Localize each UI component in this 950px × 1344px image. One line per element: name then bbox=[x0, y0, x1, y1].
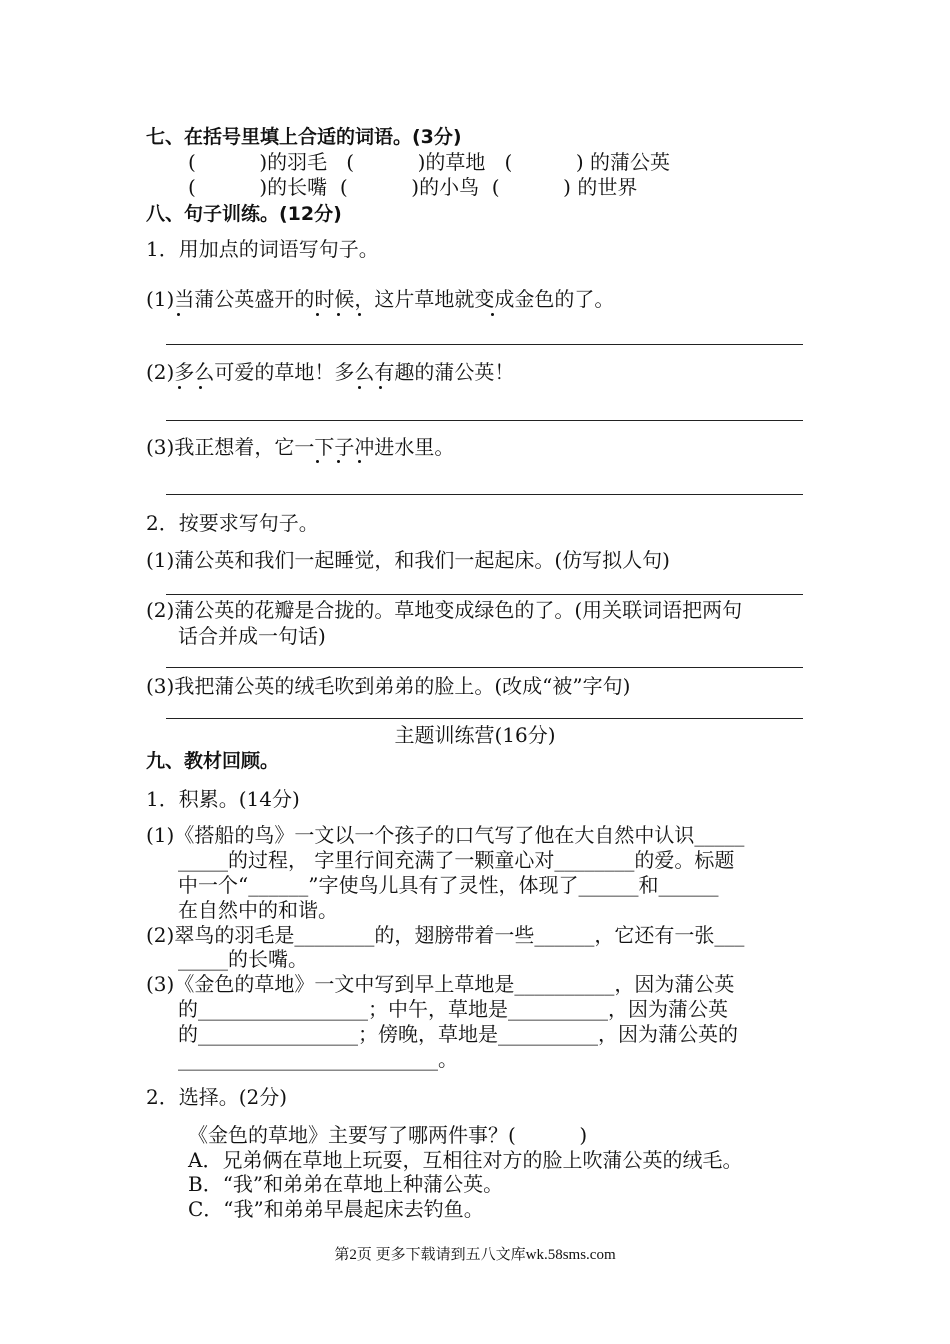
q9-1-3-line-4: __________________________。 bbox=[178, 1047, 458, 1071]
emphasis-dot bbox=[358, 313, 361, 316]
q9-1-3-line-2: 的_________________；中午，草地是__________，因为蒲公英 bbox=[178, 997, 728, 1021]
emphasis-dot bbox=[358, 460, 361, 463]
emphasis-dot bbox=[316, 460, 319, 463]
q9-1-3-line-1: (3)《金色的草地》一文中写到早上草地是__________，因为蒲公英 bbox=[146, 972, 735, 996]
q9-2-option-c[interactable]: C．“我”和弟弟早晨起床去钓鱼。 bbox=[188, 1197, 484, 1221]
answer-line[interactable] bbox=[166, 594, 803, 595]
q9-1-label: 1．积累。(14分) bbox=[146, 787, 300, 811]
section-7-row-1: ( )的羽毛 ( )的草地 ( ) 的蒲公英 bbox=[188, 150, 671, 174]
emphasis-dot bbox=[177, 313, 180, 316]
q9-1-1-line-2: _____的过程， 字里行间充满了一颗童心对________的爱。标题 bbox=[178, 848, 735, 872]
q9-1-1-line-1: (1)《搭船的鸟》一文以一个孩子的口气写了他在大自然中认识_____ bbox=[146, 823, 745, 847]
q9-1-1-line-4: 在自然中的和谐。 bbox=[178, 898, 338, 922]
emphasis-dot bbox=[491, 313, 494, 316]
emphasis-dot bbox=[337, 313, 340, 316]
answer-line[interactable] bbox=[166, 420, 803, 421]
q9-2-label: 2．选择。(2分) bbox=[146, 1085, 288, 1109]
q8-1-sentence-3: (3)我正想着，它一下子冲进水里。 bbox=[146, 435, 455, 459]
q8-1-label: 1．用加点的词语写句子。 bbox=[146, 237, 379, 261]
q9-1-3-line-3: 的________________；傍晚，草地是__________，因为蒲公英的 bbox=[178, 1022, 738, 1046]
answer-line[interactable] bbox=[166, 344, 803, 345]
answer-line[interactable] bbox=[166, 667, 803, 668]
emphasis-dot bbox=[379, 386, 382, 389]
emphasis-dot bbox=[199, 386, 202, 389]
q8-2-item-1: (1)蒲公英和我们一起睡觉，和我们一起起床。(仿写拟人句) bbox=[146, 548, 670, 572]
theme-camp-title: 主题训练营(16分) bbox=[394, 723, 556, 747]
q8-1-sentence-2: (2)多么可爱的草地！多么有趣的蒲公英！ bbox=[146, 360, 515, 384]
page-footer: 第2页 更多下载请到五八文库wk.58sms.com bbox=[334, 1247, 616, 1263]
section-8-title: 八、句子训练。(12分) bbox=[146, 203, 342, 225]
emphasis-dot bbox=[178, 386, 181, 389]
q8-1-sentence-1: (1)当蒲公英盛开的时候，这片草地就变成金色的了。 bbox=[146, 287, 615, 311]
emphasis-dot bbox=[337, 460, 340, 463]
q8-2-label: 2．按要求写句子。 bbox=[146, 511, 319, 535]
answer-line[interactable] bbox=[166, 718, 803, 719]
q8-2-item-3: (3)我把蒲公英的绒毛吹到弟弟的脸上。(改成“被”字句) bbox=[146, 674, 631, 698]
q9-2-option-b[interactable]: B．“我”和弟弟在草地上种蒲公英。 bbox=[188, 1172, 504, 1196]
section-7-row-2: ( )的长嘴 ( )的小鸟 ( ) 的世界 bbox=[188, 175, 638, 199]
q8-2-item-2-line-2: 话合并成一句话) bbox=[178, 624, 326, 648]
q9-2-option-a[interactable]: A．兄弟俩在草地上玩耍，互相往对方的脸上吹蒲公英的绒毛。 bbox=[188, 1148, 743, 1172]
section-7-title: 七、在括号里填上合适的词语。(3分) bbox=[146, 126, 462, 148]
q9-1-1-line-3: 中一个“______”字使鸟儿具有了灵性，体现了______和______ bbox=[178, 873, 719, 897]
answer-line[interactable] bbox=[166, 494, 803, 495]
emphasis-dot bbox=[358, 386, 361, 389]
section-9-title: 九、教材回顾。 bbox=[146, 750, 280, 772]
q8-2-item-2-line-1: (2)蒲公英的花瓣是合拢的。草地变成绿色的了。(用关联词语把两句 bbox=[146, 598, 743, 622]
q9-1-2-line-2: _____的长嘴。 bbox=[178, 947, 308, 971]
q9-2-question: 《金色的草地》主要写了哪两件事？( ) bbox=[188, 1123, 588, 1147]
q9-1-2-line-1: (2)翠鸟的羽毛是________的，翅膀带着一些______，它还有一张___ bbox=[146, 923, 745, 947]
emphasis-dot bbox=[316, 313, 319, 316]
